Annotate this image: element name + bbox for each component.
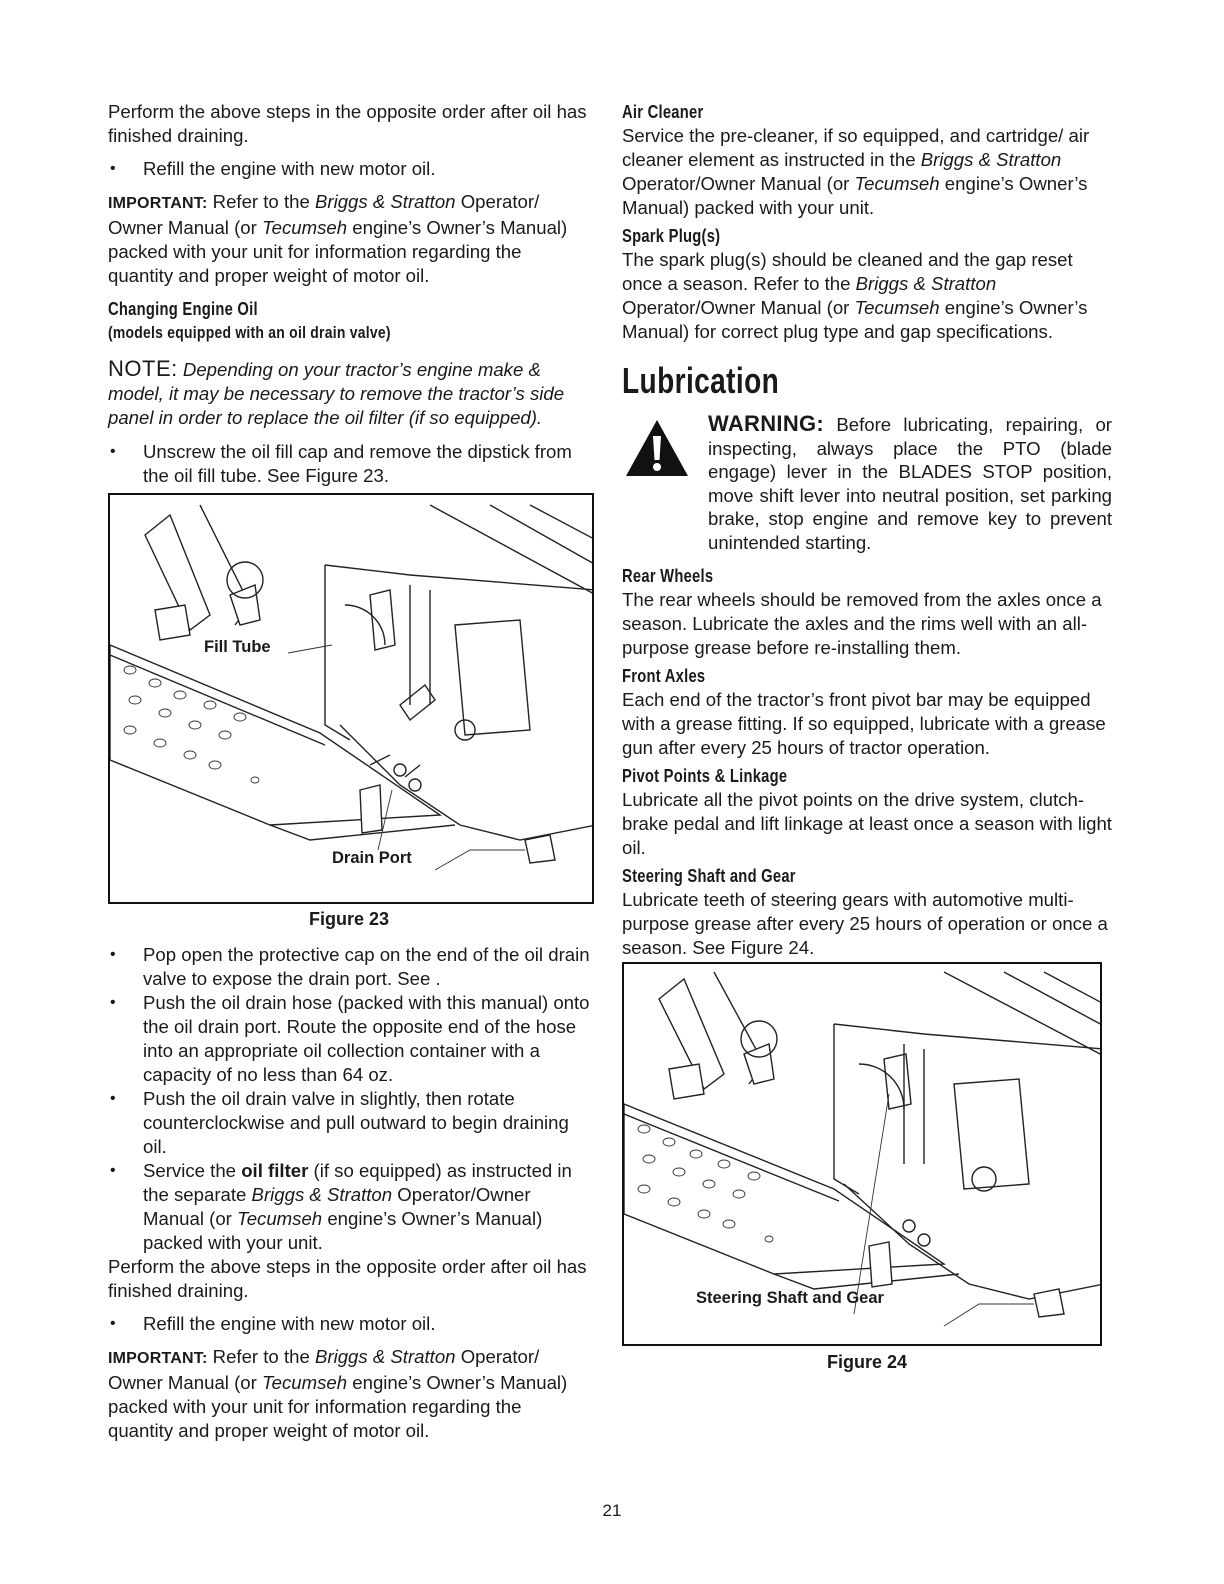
bullet-pop-cap: • Pop open the protective cap on the end of the oil drain valve to expose the drain port. See . [108,943,590,991]
heading-lubrication: Lubrication [622,360,780,401]
bullet-push-hose: • Push the oil drain hose (packed with this manual) onto the oil drain port. Route the opposite end of the hose into an appropriate oil collection container with a capacity of no less than 64 oz. [108,991,590,1087]
heading-spark-plugs: Spark Plug(s) [622,226,721,246]
heading-steering-shaft: Steering Shaft and Gear [622,866,796,886]
warning-block [622,412,1112,554]
important-note-1: IMPORTANT: Refer to the Briggs & Stratton Operator/ Owner Manual (or Tecumseh engine’s Owner’s Manual) packed with your unit for information regarding the quantity and proper weight of motor oil. [108,191,568,286]
heading-pivot-points: Pivot Points & Linkage [622,766,788,786]
heading-rear-wheels: Rear Wheels [622,566,714,586]
figure-23-illustration [108,493,594,904]
figure-24-illustration [622,962,1102,1346]
outro-paragraph: Perform the above steps in the opposite order after oil has finished draining. [108,1256,587,1301]
note-label: NOTE: [108,356,178,381]
heading-front-axles: Front Axles [622,666,706,686]
left-column [108,100,590,1443]
warning-text: WARNING: Before lubricating, repairing, or inspecting, always place the PTO (blade engage) lever in the BLADES STOP position, move shift lever into neutral position, set parking brake, stop engine and remove key to prevent unintended starting. [708,411,1112,553]
right-column [622,100,1112,1374]
note-paragraph: NOTE: Depending on your tractor’s engine make & model, it may be necessary to remove the tractor’s side panel in order to replace the oil filter (if so equipped). [108,356,565,428]
steering-paragraph: Lubricate teeth of steering gears with automotive multi-purpose grease after every 25 hours of operation or once a season. See Figure 24. [622,889,1108,958]
intro-paragraph: Perform the above steps in the opposite order after oil has finished draining. [108,101,587,146]
bullet-push-valve: • Push the oil drain valve in slightly, then rotate counterclockwise and pull outward to begin draining oil. [108,1087,590,1159]
warning-triangle-icon [624,418,690,483]
bullet-refill-2: • Refill the engine with new motor oil. [108,1312,590,1336]
warning-label: WARNING: [708,411,825,436]
rear-wheels-paragraph: The rear wheels should be removed from the axles once a season. Lubricate the axles and the rims well with an all-purpose grease before re-installing them. [622,589,1102,658]
spark-plugs-paragraph: The spark plug(s) should be cleaned and the gap reset once a season. Refer to the Briggs & Stratton Operator/Owner Manual (or Tecumseh engine’s Owner’s Manual) for correct plug type and gap specifications. [622,249,1088,342]
fill-tube-label: Fill Tube [204,638,271,656]
important-note-2: IMPORTANT: Refer to the Briggs & Stratton Operator/ Owner Manual (or Tecumseh engine’s Owner’s Manual) packed with your unit for information regarding the quantity and proper weight of motor oil. [108,1346,568,1441]
bullet-service-filter: • Service the oil filter (if so equipped) as instructed in the separate Briggs & Stratton Operator/Owner Manual (or Tecumseh engine’s Owner’s Manual) packed with your unit. [108,1159,590,1255]
pivot-points-paragraph: Lubricate all the pivot points on the drive system, clutch-brake pedal and lift linkage at least once a season with light oil. [622,789,1112,858]
heading-changing-subtitle: (models equipped with an oil drain valve) [108,323,391,342]
important-label: IMPORTANT: [108,195,208,212]
drain-port-label: Drain Port [332,849,412,867]
bullet-refill-1: • Refill the engine with new motor oil. [108,157,590,181]
figure-23-caption: Figure 23 [308,909,390,929]
steering-shaft-label: Steering Shaft and Gear [696,1289,884,1307]
bullet-unscrew: • Unscrew the oil fill cap and remove the dipstick from the oil fill tube. See Figure 23. [108,440,590,488]
important-label: IMPORTANT: [108,1350,208,1367]
heading-changing-engine-oil: Changing Engine Oil [108,299,258,319]
front-axles-paragraph: Each end of the tractor’s front pivot bar may be equipped with a grease fitting. If so equipped, lubricate with a grease gun after every 25 hours of tractor operation. [622,689,1106,758]
figure-24-caption: Figure 24 [826,1352,908,1372]
heading-air-cleaner: Air Cleaner [622,102,704,122]
air-cleaner-paragraph: Service the pre-cleaner, if so equipped, and cartridge/ air cleaner element as instructed in the Briggs & Stratton Operator/Owner Manual (or Tecumseh engine’s Owner’s Manual) packed with your unit. [622,125,1090,218]
page-number: 21 [602,1501,622,1520]
